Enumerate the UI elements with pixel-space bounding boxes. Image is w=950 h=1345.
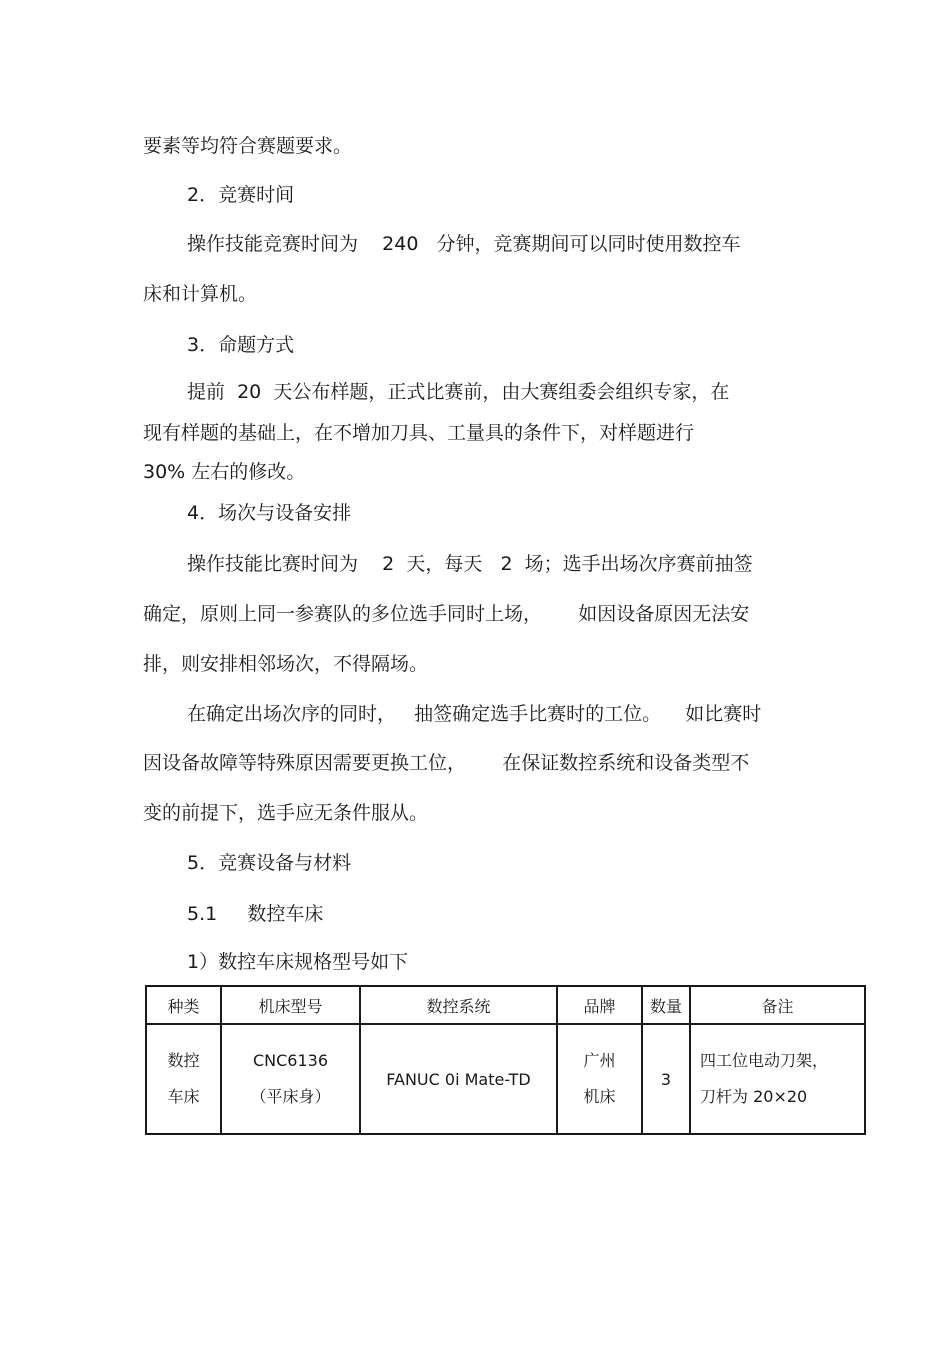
cell-type-line: 数控 — [167, 1051, 200, 1070]
paragraph-line: 确定，原则上同一参赛队的多位选手同时上场， 如因设备原因无法安 — [143, 603, 750, 625]
cell-type-line: 车床 — [167, 1087, 200, 1106]
section-heading: 4．场次与设备安排 — [187, 502, 352, 524]
paragraph-line: 操作技能比赛时间为 2 天，每天 2 场；选手出场次序赛前抽签 — [187, 553, 753, 575]
cell-brand-line: 机床 — [583, 1087, 616, 1106]
cell-model-line: CNC6136 — [252, 1051, 329, 1070]
cell-system: FANUC 0i Mate-TD — [360, 1024, 557, 1134]
cell-brand-line: 广州 — [583, 1051, 616, 1070]
header-cell-model: 机床型号 — [221, 986, 360, 1024]
cell-note — [690, 1024, 865, 1134]
section-heading: 2．竞赛时间 — [187, 184, 295, 206]
paragraph-line: 30% 左右的修改。 — [143, 461, 306, 483]
cell-brand — [557, 1024, 642, 1134]
header-cell-note: 备注 — [690, 986, 865, 1024]
header-cell-qty: 数量 — [642, 986, 690, 1024]
table-row — [146, 1024, 865, 1134]
header-cell-brand: 品牌 — [557, 986, 642, 1024]
section-heading: 5．竞赛设备与材料 — [187, 852, 352, 874]
table-caption: 1）数控车床规格型号如下 — [187, 951, 409, 973]
subsection-heading: 5.1 数控车床 — [187, 903, 324, 925]
cell-model-line: （平床身） — [250, 1087, 331, 1106]
table-header-row — [146, 986, 865, 1024]
paragraph-line: 提前 20 天公布样题，正式比赛前，由大赛组委会组织专家，在 — [187, 381, 730, 403]
paragraph-line: 排，则安排相邻场次，不得隔场。 — [143, 653, 429, 675]
header-cell-system: 数控系统 — [360, 986, 557, 1024]
paragraph-line: 操作技能竞赛时间为 240 分钟，竞赛期间可以同时使用数控车 — [187, 233, 741, 255]
paragraph-line: 变的前提下，选手应无条件服从。 — [143, 802, 429, 824]
paragraph-line: 在确定出场次序的同时， 抽签确定选手比赛时的工位。 如比赛时 — [187, 703, 762, 725]
cell-type — [146, 1024, 221, 1134]
cell-note-line: 四工位电动刀架， — [700, 1051, 829, 1070]
cell-note-line: 刀杆为 20×20 — [700, 1087, 808, 1106]
lathe-spec-table — [145, 985, 866, 1135]
paragraph-line: 现有样题的基础上，在不增加刀具、工量具的条件下，对样题进行 — [143, 422, 695, 444]
paragraph-line: 要素等均符合赛题要求。 — [143, 135, 353, 157]
header-cell-type: 种类 — [146, 986, 221, 1024]
cell-model — [221, 1024, 360, 1134]
section-heading: 3．命题方式 — [187, 334, 295, 356]
paragraph-line: 床和计算机。 — [143, 283, 258, 305]
paragraph-line: 因设备故障等特殊原因需要更换工位， 在保证数控系统和设备类型不 — [143, 752, 750, 774]
cell-qty: 3 — [642, 1024, 690, 1134]
